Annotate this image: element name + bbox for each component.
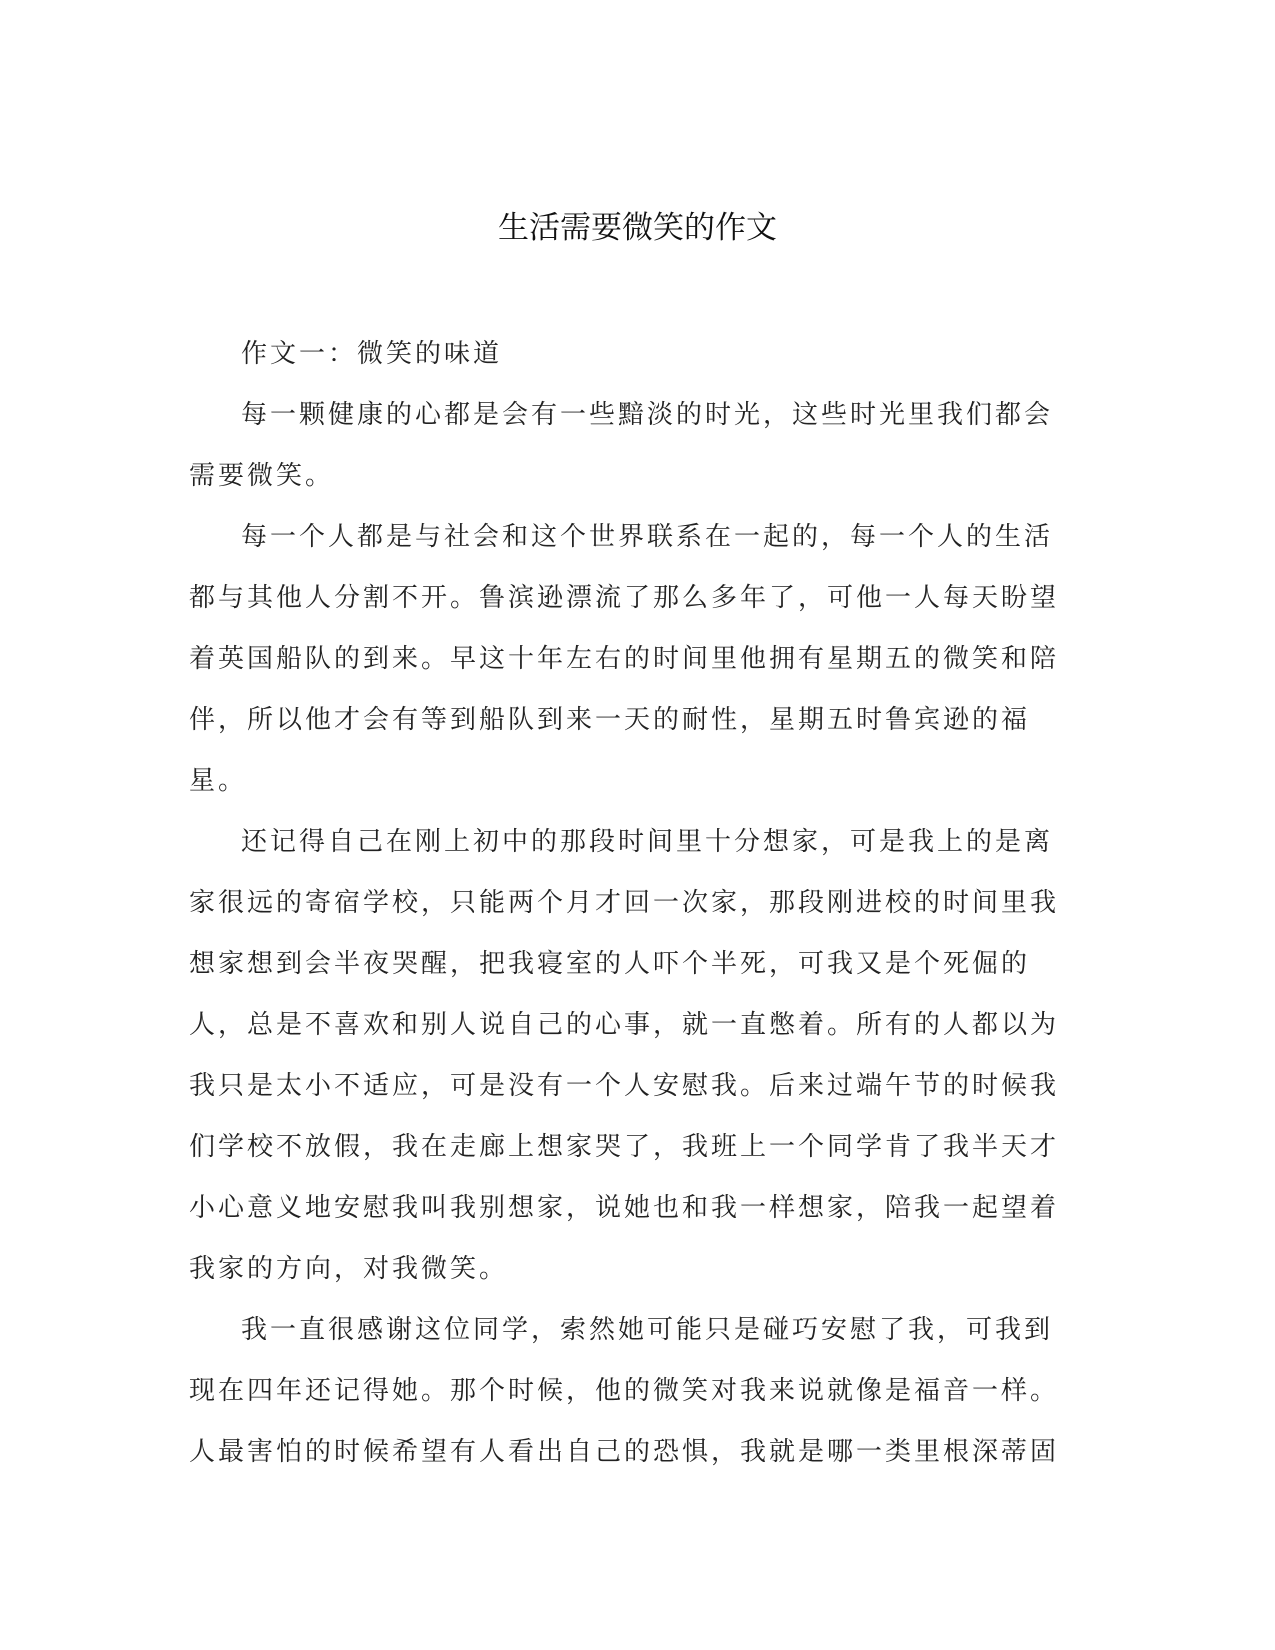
section-heading: 作文一：微笑的味道: [241, 339, 503, 369]
paragraph: 还记得自己在刚上初中的那段时间里十分想家，可是我上的是离家很远的寄宿学校，只能两个月才回一次家，那段刚进校的时间里我想家想到会半夜哭醒，把我寝室的人吓个半死，可我又是个死倔的人，总是不喜欢和别人说自己的心事，就一直憋着。所有的人都以为我只是太小不适应，可是没有一个人安慰我。后来过端午节的时候我们学校不放假，我在走廊上想家哭了，我班上一个同学肯了我半天才小心意义地安慰我叫我别想家，说她也和我一样想家，陪我一起望着我家的方向，对我微笑。: [189, 827, 1060, 1284]
paragraph: 我一直很感谢这位同学，索然她可能只是碰巧安慰了我，可我到现在四年还记得她。那个时候，他的微笑对我来说就像是福音一样。人最害怕的时候希望有人看出自己的恐惧，我就是哪一类里根深蒂固: [189, 1315, 1060, 1467]
document-body: [189, 324, 1079, 1483]
paragraph: 每一个人都是与社会和这个世界联系在一起的，每一个人的生活都与其他人分割不开。鲁滨逊漂流了那么多年了，可他一人每天盼望着英国船队的到来。早这十年左右的时间里他拥有星期五的微笑和陪伴，所以他才会有等到船队到来一天的耐性，星期五时鲁宾逊的福星。: [189, 522, 1060, 796]
document-title: 生活需要微笑的作文: [498, 210, 777, 246]
paragraph: 每一颗健康的心都是会有一些黯淡的时光，这些时光里我们都会需要微笑。: [189, 400, 1054, 491]
